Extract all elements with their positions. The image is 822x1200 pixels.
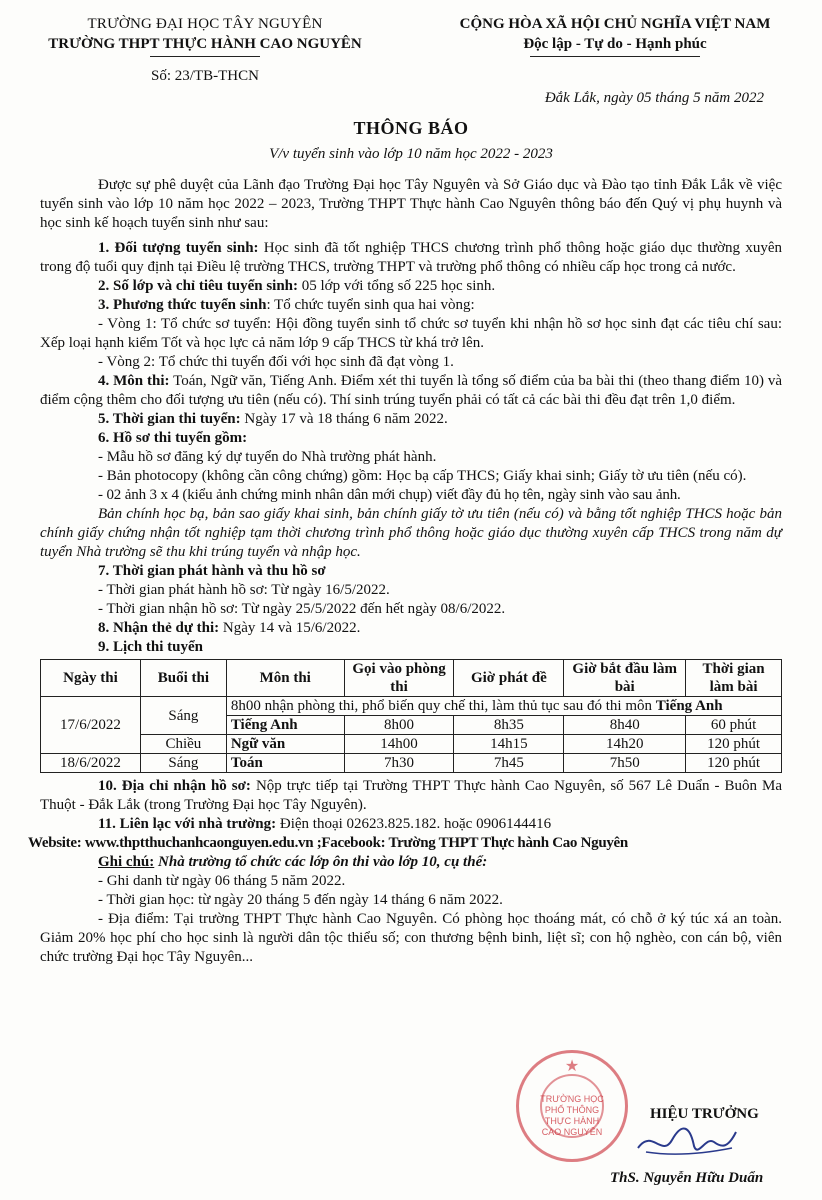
exam-schedule-table (40, 659, 782, 773)
session-cell: Sáng (140, 697, 226, 735)
section-9 (40, 638, 782, 657)
section-2-text: 05 lớp với tổng số 225 học sinh. (298, 278, 496, 294)
section-6-heading: 6. Hồ sơ thi tuyển gồm: (98, 430, 248, 446)
section-5-heading: 5. Thời gian thi tuyển: (98, 411, 241, 427)
section-11-text: Điện thoại 02623.825.182. hoặc 0906144416 (276, 816, 552, 832)
subject-cell: Toán (226, 754, 344, 773)
section-7 (40, 562, 782, 581)
issuer-underline (150, 56, 260, 57)
section-10 (40, 777, 782, 815)
header-call-time: Gọi vào phòng thi (344, 660, 454, 697)
seal-text: TRƯỜNG HỌC PHỔ THÔNG THỰC HÀNH CAO NGUYÊN (540, 1094, 604, 1137)
header-start-time: Giờ bắt đầu làm bài (564, 660, 686, 697)
section-3-text: : Tổ chức tuyển sinh qua hai vòng: (266, 297, 475, 313)
note-label: Ghi chú: (98, 854, 155, 870)
header-subject: Môn thi (226, 660, 344, 697)
section-6-note: Bản chính học bạ, bản sao giấy khai sinh, bản chính giấy tờ ưu tiên (nếu có) và bằng tốt nghiệp THCS hoặc bản chính giấy chứng nhận tốt nghiệp tạm thời chương trình phổ thông hoặc giáo dục thường xuyên cấp THCS trong năm dự tuyển Nhà trường sẽ thu khi trúng tuyển và nhập học. (40, 506, 782, 560)
section-3-round-2: - Vòng 2: Tổ chức thi tuyển đối với học sinh đã đạt vòng 1. (98, 354, 454, 370)
section-11 (40, 815, 782, 834)
section-3-heading: 3. Phương thức tuyển sinh (98, 297, 267, 313)
header-duration: Thời gian làm bài (686, 660, 782, 697)
section-11-heading: 11. Liên lạc với nhà trường: (98, 816, 277, 832)
document-subtitle: V/v tuyển sinh vào lớp 10 năm học 2022 - 2023 (269, 146, 553, 162)
section-5 (40, 410, 782, 429)
table-header-row (41, 660, 782, 697)
national-heading (420, 14, 810, 54)
duration-cell: 60 phút (686, 716, 782, 735)
distribution-time-cell: 14h15 (454, 735, 564, 754)
section-4-text: Toán, Ngữ văn, Tiếng Anh. Điểm xét thi tuyển là tổng số điểm của ba bài thi (theo thang điểm 10) và điểm cộng thêm cho đối tượng ưu tiên (nếu có). Thí sinh trúng tuyển phải có tất cả các bài thi đều đạt trên 1,0 điểm. (40, 373, 783, 408)
section-7-heading: 7. Thời gian phát hành và thu hồ sơ (98, 563, 326, 579)
section-2-heading: 2. Số lớp và chỉ tiêu tuyển sinh: (98, 278, 299, 294)
section-6-item-3: - 02 ảnh 3 x 4 (kiểu ảnh chứng minh nhân dân mới chụp) viết đầy đủ họ tên, ngày sinh vào sau ảnh. (98, 487, 681, 503)
start-time-cell: 7h50 (564, 754, 686, 773)
call-time-cell: 7h30 (344, 754, 454, 773)
start-time-cell: 8h40 (564, 716, 686, 735)
distribution-time-cell: 7h45 (454, 754, 564, 773)
parent-organization: TRƯỜNG ĐẠI HỌC TÂY NGUYÊN (87, 16, 323, 32)
session-cell: Chiều (140, 735, 226, 754)
distribution-time-cell: 8h35 (454, 716, 564, 735)
note-item-3: - Địa điểm: Tại trường THPT Thực hành Cao Nguyên. Có phòng học thoáng mát, có chỗ ở ký túc xá an toàn. Giảm 20% học phí cho học sinh là người dân tộc thiểu số; con thương bệnh binh, liệt sĩ; con hộ nghèo, con cán bộ, viên chức trường Đại học Tây Nguyên... (40, 911, 782, 965)
section-8 (40, 619, 782, 638)
table-row (41, 697, 782, 716)
section-1-heading: 1. Đối tượng tuyển sinh: (98, 240, 259, 256)
section-10-heading: 10. Địa chỉ nhận hồ sơ: (98, 778, 251, 794)
call-time-cell: 14h00 (344, 735, 454, 754)
start-time-cell: 14h20 (564, 735, 686, 754)
handwritten-signature (632, 1118, 742, 1169)
star-icon: ★ (564, 1058, 580, 1075)
section-9-heading: 9. Lịch thi tuyển (98, 639, 204, 655)
procedure-note-text: 8h00 nhận phòng thi, phổ biến quy chế thi, làm thủ tục sau đó thi môn (230, 698, 656, 714)
section-10-text: Nộp trực tiếp tại Trường THPT Thực hành Cao Nguyên, số 567 Lê Duẩn - Buôn Ma Thuột - Đắk Lắk (trong Trường Đại học Tây Nguyên). (40, 778, 782, 813)
section-5-text: Ngày 17 và 18 tháng 6 năm 2022. (240, 411, 448, 427)
session-cell: Sáng (140, 754, 226, 773)
exam-date-cell: 18/6/2022 (41, 754, 141, 773)
section-4 (40, 372, 782, 410)
section-4-heading: 4. Môn thi: (98, 373, 170, 389)
motto-underline (530, 56, 700, 57)
section-8-text: Ngày 14 và 15/6/2022. (219, 620, 361, 636)
section-3-round-1: - Vòng 1: Tổ chức sơ tuyển: Hội đồng tuyển sinh tổ chức sơ tuyển khi nhận hồ sơ học sinh đạt các tiêu chí sau: Xếp loại hạnh kiểm Tốt và học lực cả năm lớp 9 cấp THCS từ khá trở lên. (40, 316, 782, 351)
note-heading (40, 853, 782, 872)
section-3 (40, 296, 782, 315)
motto: Độc lập - Tự do - Hạnh phúc (523, 36, 707, 52)
call-time-cell: 8h00 (344, 716, 454, 735)
note-item-2: - Thời gian học: từ ngày 20 tháng 5 đến ngày 14 tháng 6 năm 2022. (98, 892, 503, 908)
note-item-1: - Ghi danh từ ngày 06 tháng 5 năm 2022. (98, 873, 346, 889)
duration-cell: 120 phút (686, 735, 782, 754)
procedure-note-subject: Tiếng Anh (655, 698, 723, 714)
document-title: THÔNG BÁO (353, 118, 469, 138)
exam-date-cell: 17/6/2022 (41, 697, 141, 754)
document-number: Số: 23/TB-THCN (151, 68, 259, 84)
table-row (41, 735, 782, 754)
signatory-title: HIỆU TRƯỞNG (650, 1106, 759, 1122)
table-row (41, 754, 782, 773)
duration-cell: 120 phút (686, 754, 782, 773)
document-body (28, 176, 783, 967)
header-exam-date: Ngày thi (41, 660, 141, 697)
header-session: Buổi thi (140, 660, 226, 697)
section-7-item-2: - Thời gian nhận hồ sơ: Từ ngày 25/5/2022 đến hết ngày 08/6/2022. (98, 601, 506, 617)
section-7-item-1: - Thời gian phát hành hồ sơ: Từ ngày 16/5/2022. (98, 582, 390, 598)
place-date: Đắk Lắk, ngày 05 tháng 5 năm 2022 (544, 90, 764, 106)
signatory-name: ThS. Nguyễn Hữu Duẩn (610, 1170, 764, 1186)
section-2 (40, 277, 782, 296)
section-1 (40, 239, 782, 277)
section-8-heading: 8. Nhận thẻ dự thi: (98, 620, 220, 636)
section-6-item-1: - Mẫu hồ sơ đăng ký dự tuyển do Nhà trường phát hành. (98, 449, 437, 465)
section-1-text: Học sinh đã tốt nghiệp THCS chương trình phổ thông hoặc giáo dục thường xuyên trong độ tuổi quy định tại Điều lệ trường THCS, trường THPT và trường phổ thông có nhiều cấp học trong cả nước. (40, 240, 782, 275)
issuer-block (40, 14, 370, 54)
nation-name: CỘNG HÒA XÃ HỘI CHỦ NGHĨA VIỆT NAM (459, 16, 771, 32)
header-paper-distribution: Giờ phát đề (454, 660, 564, 697)
website-facebook-line: Website: www.thptthuchanhcaonguyen.edu.vn ;Facebook: Trường THPT Thực hành Cao Nguyên (28, 835, 628, 851)
intro-paragraph: Được sự phê duyệt của Lãnh đạo Trường Đại học Tây Nguyên và Sở Giáo dục và Đào tạo tỉnh Đắk Lắk về việc tuyển sinh vào lớp 10 năm học 2022 – 2023, Trường THPT Thực hành Cao Nguyên thông báo đến Quý vị phụ huynh và học sinh kế hoạch tuyển sinh như sau: (40, 177, 782, 231)
subject-cell: Tiếng Anh (226, 716, 344, 735)
section-6-item-2: - Bản photocopy (không cần công chứng) gồm: Học bạ cấp THCS; Giấy khai sinh; Giấy tờ ưu tiên (nếu có). (98, 468, 747, 484)
section-6 (40, 429, 782, 448)
note-intro: Nhà trường tổ chức các lớp ôn thi vào lớp 10, cụ thể: (154, 854, 488, 870)
procedure-note-cell (226, 697, 781, 716)
organization-name: TRƯỜNG THPT THỰC HÀNH CAO NGUYÊN (48, 36, 362, 52)
subject-cell: Ngữ văn (226, 735, 344, 754)
